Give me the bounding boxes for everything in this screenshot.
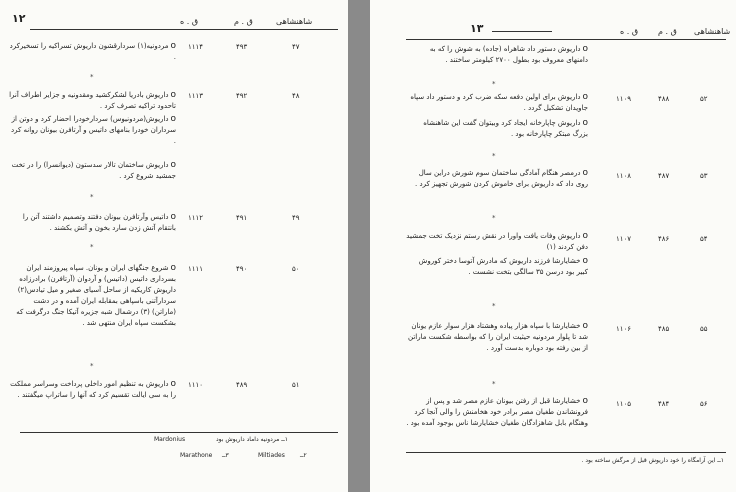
entry-qh: ۱۱۱۰: [188, 381, 204, 389]
entry-number: ۵۶: [700, 400, 708, 408]
footnote-1: ۱ــ این آرامگاه را خود داریوش قبل از مرگش ساخته بود .: [581, 457, 724, 464]
chronology-entry: oخشایارشا قبل از رفتن بیونان عازم مصر شد و پس از فرونشاندن طغیان مصر برادر خود هخامنش را والی آنجا کرد وهنگام بابل شاهزادگان طغیان خشایارشا ناس بوجود آمده بود .: [406, 396, 588, 427]
entry-qh: ۱۱۱۱: [188, 265, 204, 273]
column-header-shahanshahi: شاهنشاهی: [694, 27, 731, 36]
entry-qh: ۱۱۰۸: [616, 172, 632, 180]
entry-qm: ۴۹۳: [236, 43, 248, 51]
header-rule: [30, 29, 338, 30]
chronology-entry: oداریوش دستور داد شاهراه (جاده) به شوش را که به دامنهای معروف بود بطول ۲۷۰۰ کیلومتر ساختند .: [429, 44, 588, 64]
column-header-qh: ق . ه: [180, 17, 199, 26]
chronology-entry: oداریوش بادریا لشکرکشید ومقدونیه و جزایر اطراف آنرا تاحدود تراکیه تصرف کرد .: [9, 90, 176, 110]
page-gutter: [348, 0, 370, 492]
footnote-rule: [406, 452, 726, 453]
footnote-2-latin: Miltiades: [258, 452, 285, 459]
right-page: [370, 0, 736, 492]
entry-number: ۵۲: [700, 95, 708, 103]
chronology-entry: oداریوش(مردونیوس) سردارخودرا احضار کرد و دوتن از سرداران خودرا بنامهای داتیس و آرتافرن بیونان روانه کرد .: [10, 114, 176, 145]
entry-qm: ۴۸۹: [236, 381, 248, 389]
chronology-entry: oخشایارشا فرزند داریوش که مادرش آتوسا دختر کوروش کبیر بود درسن ۳۵ سالگی بتخت نشست .: [418, 256, 588, 276]
entry-qm: ۴۹۲: [236, 92, 248, 100]
column-header-qm: ق . م: [234, 17, 253, 26]
chronology-entry: oدرمصر هنگام آمادگی ساختمان سوم شورش دراین سال روی داد که داریوش برای خاموش کردن شورش تجهیز کرد .: [415, 168, 588, 188]
entry-qh: ۱۱۰۷: [616, 235, 632, 243]
page-number-rule: [492, 31, 552, 32]
entry-qh: ۱۱۰۹: [616, 95, 632, 103]
entry-number: ۴۹: [292, 214, 300, 222]
entry-qh: ۱۱۰۶: [616, 325, 632, 333]
entry-number: ۵۵: [700, 325, 708, 333]
separator-star: *: [492, 80, 496, 88]
entry-number: ۴۷: [292, 43, 300, 51]
chronology-entry: oمردونیه(۱) سردارقشون داریوش تسراکیه را تسخیرکرد .: [9, 41, 176, 61]
footnote-3: ۳ــ: [222, 452, 229, 459]
entry-qh: ۱۱۱۲: [188, 214, 204, 222]
entry-number: ۴۸: [292, 92, 300, 100]
page-number: ۱۲: [12, 12, 26, 25]
chronology-entry: oداریوش وفات یافت واورا در نقش رستم نزدیک تخت جمشید دفن کردند (۱): [406, 231, 588, 251]
separator-star: *: [90, 193, 94, 201]
chronology-entry: oداریوش به تنظیم امور داخلی پرداخت وسراسر مملکت را به سی ایالت تقسیم کرد که آنها را ساتراپ میگفتند .: [10, 379, 176, 399]
chronology-entry: oداریوش چاپارخانه ایجاد کرد وبیتوان گفت این شاهنشاه بزرگ مبتکر چاپارخانه بود .: [423, 118, 588, 138]
footnote-rule: [20, 432, 338, 433]
entry-qh: ۱۱۱۳: [188, 92, 204, 100]
entry-number: ۵۰: [292, 265, 300, 273]
footnote-1-latin: Mardonius: [154, 436, 186, 443]
entry-qm: ۴۸۶: [658, 235, 670, 243]
separator-star: *: [90, 362, 94, 370]
chronology-entry: oشروع جنگهای ایران و یونان. سپاه پیروزمند ایران بسرداری داتیس (داتیس) و آردوان (آرتافرن) برادرزاده داریوش کاریکیه از ساحل آسیای صغیر و میل تیادس(۲) سردارآتنی باسپاهی بمقابله ایران آمده و در دشت (ماراتن) (۳) درشمال شبه جزیره آتیکا جنگ درگرفت که بشکست سپاه ایران منتهی شد .: [16, 263, 176, 327]
separator-star: *: [492, 152, 496, 160]
separator-star: *: [492, 302, 496, 310]
entry-qm: ۴۹۰: [236, 265, 248, 273]
entry-number: ۵۳: [700, 172, 708, 180]
separator-star: *: [90, 243, 94, 251]
header-rule: [406, 39, 726, 40]
entry-number: ۵۴: [700, 235, 708, 243]
footnote-1: ۱ــ مردونیه داماد داریوش بود: [216, 436, 288, 443]
column-header-qh: ق . ه: [620, 27, 639, 36]
entry-qm: ۴۸۴: [658, 400, 670, 408]
entry-qm: ۴۸۵: [658, 325, 670, 333]
entry-qh: ۱۱۰۵: [616, 400, 632, 408]
entry-qh: ۱۱۱۴: [188, 43, 204, 51]
entry-qm: ۴۹۱: [236, 214, 248, 222]
chronology-entry: oخشایارشا با سپاه هزار پیاده وهشتاد هزار سوار عازم یونان شد تا پلوار مردونیه حیثیت ایران را که بواسطه شکست ماراتن از بین رفته بود دوباره بدست آورد .: [408, 321, 588, 352]
entry-qm: ۴۸۸: [658, 95, 670, 103]
separator-star: *: [492, 380, 496, 388]
column-header-shahanshahi: شاهنشاهی: [276, 17, 313, 26]
column-header-qm: ق . م: [658, 27, 677, 36]
chronology-entry: oداتیس وآرتافرن بیونان دفتند وتصمیم داشتند آتن را بانتقام آتش زدن سارد بخون و آتش بکشند .: [22, 212, 176, 232]
separator-star: *: [492, 214, 496, 222]
chronology-entry: oداریوش برای اولین دفعه سکه ضرب کرد و دستور داد سپاه جاویدان تشکیل گردد .: [410, 92, 588, 112]
chronology-entry: oداریوش ساختمان تالار سدستون (دیوانسرا) را در تخت جمشید شروع کرد .: [11, 160, 176, 180]
separator-star: *: [90, 73, 94, 81]
page-number: ۱۳: [470, 22, 484, 35]
footnote-2: ۲ــ: [300, 452, 307, 459]
entry-qm: ۴۸۷: [658, 172, 670, 180]
entry-number: ۵۱: [292, 381, 300, 389]
left-page: [0, 0, 348, 492]
footnote-3-latin: Marathone: [180, 452, 213, 459]
